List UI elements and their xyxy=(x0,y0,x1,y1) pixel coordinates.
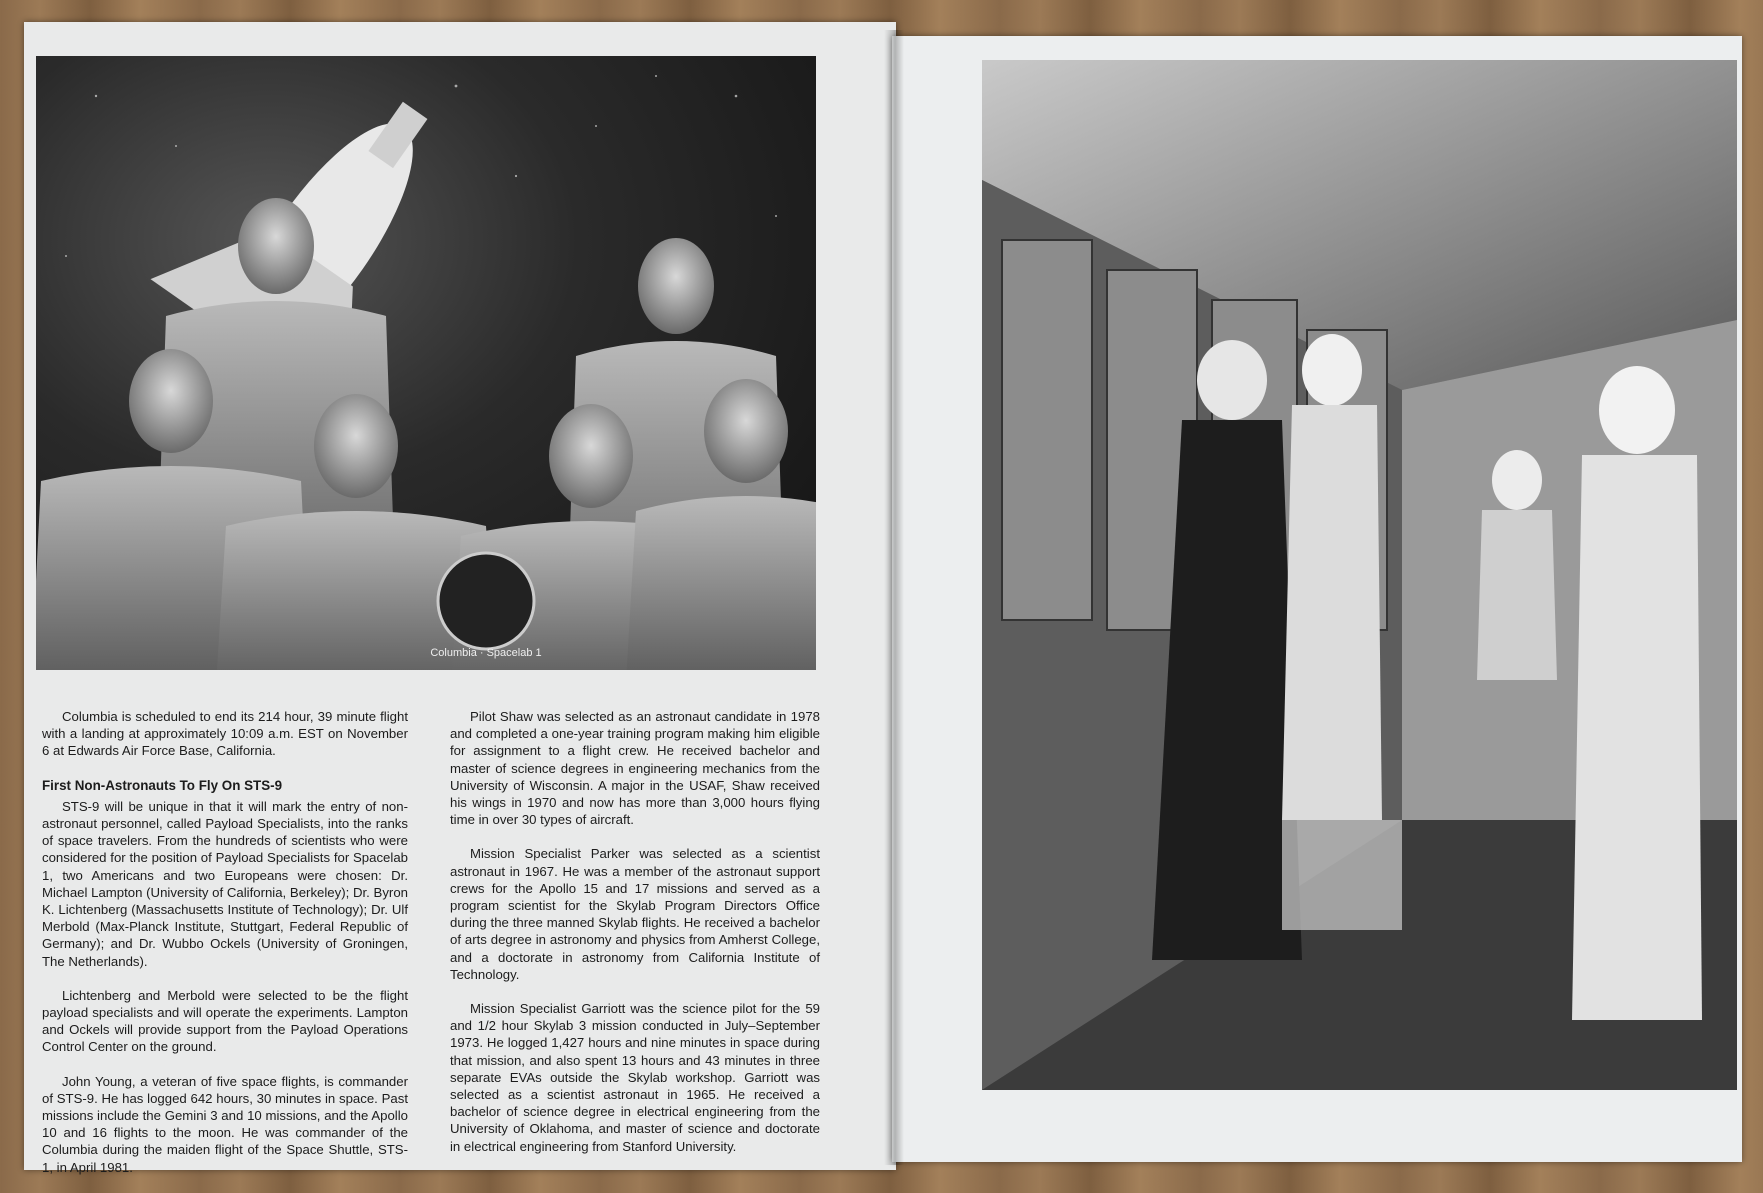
mission-patch-label: Columbia · Spacelab 1 xyxy=(430,647,542,659)
page-gutter xyxy=(884,30,904,1165)
paragraph: Lichtenberg and Merbold were selected to be the flight payload specialists and will operate the experiments. Lampton and Ockels will provide support from the Payload Operations Control Center on the ground. xyxy=(42,987,408,1055)
crew-photo xyxy=(36,56,816,670)
paragraph: Mission Specialist Parker was selected as a scientist astronaut in 1967. He was a member of the astronaut support crews for the Apollo 15 and 17 missions and served as a program scientist for the Skylab Program Directors Office during the three manned Skylab flights. He received a bachelor of arts degree in astronomy and physics from Amherst College, and a doctorate in astronomy from California Institute of Technology. xyxy=(450,846,820,982)
paragraph: Pilot Shaw was selected as an astronaut candidate in 1978 and completed a one-year training program making him eligible for assignment to a flight crew. He received bachelor and master of science degrees in engineering mechanics from the University of Wisconsin. A major in the USAF, Shaw received his wings in 1970 and now has more than 3,000 hours flying time in over 30 types of aircraft. xyxy=(450,709,820,828)
paragraph: STS-9 will be unique in that it will mark the entry of non-astronaut personnel, called Payload Specialists, into the ranks of space travelers. From the hundreds of scientists who were considered for the position of Payload Specialists for Spacelab 1, two Americans and two Europeans were chosen: Dr. Michael Lampton (University of California, Berkeley); Dr. Byron K. Lichtenberg (Massachusetts Institute of Technology); Dr. Ulf Merbold (Max-Planck Institute, Stuttgart, Federal Republic of Germany); and Dr. Wubbo Ockels (University of Groningen, The Netherlands). xyxy=(42,798,408,969)
section-heading: First Non-Astronauts To Fly On STS-9 xyxy=(42,777,283,793)
technician-figure xyxy=(1282,334,1382,820)
left-text-column xyxy=(42,708,408,1193)
right-text-column xyxy=(450,708,820,1172)
spacelab-photo xyxy=(982,60,1737,1090)
paragraph: Columbia is scheduled to end its 214 hour, 39 minute flight with a landing at approximately 10:09 a.m. EST on November 6 at Edwards Air Force Base, California. xyxy=(42,709,408,759)
paragraph: John Young, a veteran of five space flights, is commander of STS-9. He has logged 642 hours, 30 minutes in space. Past missions include the Gemini 3 and 10 missions, and the Apollo 10 and 16 flights to the moon. He was commander of the Columbia during the maiden flight of the Space Shuttle, STS-1, in April 1981. xyxy=(42,1073,408,1175)
paragraph: Mission Specialist Garriott was the science pilot for the 59 and 1/2 hour Skylab 3 mission conducted in July–September 1973. He logged 1,427 hours and nine minutes in space during that mission, and also spent 13 hours and 43 minutes in three separate EVAs outside the Skylab workshop. Garriott was selected as a scientist astronaut in 1965. He received a bachelor of science degree in electrical engineering from the University of Oklahoma, and master of science and doctorate in electrical engineering from Stanford University. xyxy=(450,1001,820,1154)
equipment-case xyxy=(1282,820,1402,930)
technician-figure xyxy=(1572,366,1702,1020)
